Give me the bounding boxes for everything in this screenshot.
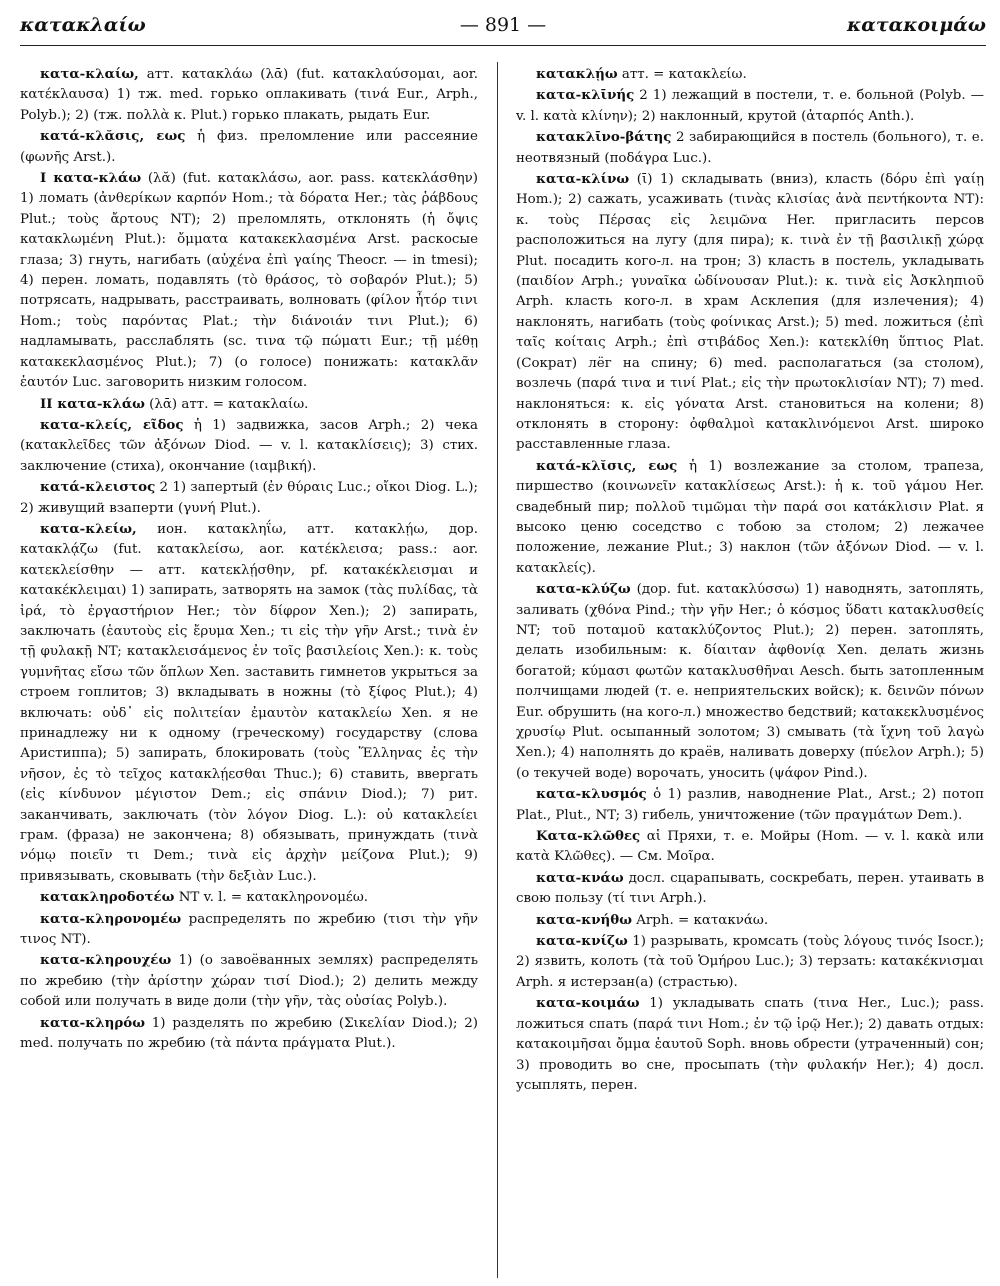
entry-headword: κατά-κλῐσις, εως	[536, 457, 678, 474]
entry-headword: I κατα-κλάω	[40, 170, 142, 187]
dictionary-entry	[516, 579, 984, 784]
entry-definition: ἡ физ. преломление или рассеяние (φωνῆς Arst.).	[20, 129, 478, 165]
entry-definition: распределять по жребию (τισι τὴν γῆν τινος NT).	[20, 911, 478, 948]
entry-definition: NT v. l. = κατακληρονομέω.	[178, 890, 369, 906]
entry-definition: 1) укладывать спать (τινα Her., Luc.); pass. ложиться спать (παρά τινι Hom.; ἐν τῷ ἱρῷ Her.); 2) давать отдых: κατακοιμῆσαι ὄμμα ἑαυτοῦ Soph. вновь обрести (утраченный) сон; 3) проводить во сне, просыпать (τὴν φυλακήν Her.); 4) досл. усыплять, перен.	[516, 996, 984, 1093]
entry-definition: Arph. = κατακνάω.	[636, 912, 769, 928]
dictionary-entry	[516, 868, 984, 910]
entry-definition: ἡ 1) возлежание за столом, трапеза, пиршество (κοινωνεῖν κατακλίσεως Arst.): ἡ κ. τοῦ γάμου Her. свадебный пир; πολλοῦ τιμῶμαι τὴν παρά σοι κατάκλισιν Plat. я высоко ценю соседство с тобою за столом; 2) лежачее положение, лежание Plut.; 3) наклон (τῶν ἀξόνων Diod. — v. l. κατακλείς).	[516, 458, 984, 576]
column-divider	[497, 62, 498, 1278]
dictionary-entry	[516, 456, 984, 579]
dictionary-entry	[20, 64, 478, 126]
entry-headword: κατα-κληρονομέω	[40, 910, 182, 927]
entry-definition: 2 1) запертый (ἐν θύραις Luc.; οἴκοι Diog. L.); 2) живущий взаперти (γυνή Plut.).	[20, 480, 478, 516]
entry-definition: ὁ 1) разлив, наводнение Plat., Arst.; 2) потоп Plat., Plut., NT; 3) гибель, уничтожение (τῶν πραγμάτων Dem.).	[516, 787, 984, 823]
dictionary-entry	[20, 519, 478, 887]
entry-definition: ἡ 1) задвижка, засов Arph.; 2) чека (κατακλεῖδες τῶν ἀξόνων Diod. — v. l. κατακλίσεις); 3) стих. заключение (стиха), окончание (ιαμβική).	[20, 417, 478, 474]
entry-headword: κατα-κλύζω	[536, 581, 631, 598]
entry-headword: κατα-κλαίω,	[40, 66, 139, 82]
dictionary-entry	[20, 950, 478, 1012]
left-column	[20, 64, 478, 1276]
header-rule	[20, 45, 986, 46]
entry-definition: досл. сцарапывать, соскребать, перен. утаивать в свою пользу (τί τινι Arph.).	[516, 870, 984, 907]
entry-definition: атт. = κατακλείω.	[621, 67, 747, 82]
entry-headword: κατα-κλείς, εῖδος	[40, 416, 184, 433]
dictionary-entry	[20, 168, 478, 393]
entry-definition: 2 1) лежащий в постели, т. е. больной (Polyb. — v. l. κατὰ κλίνην); 2) наклонный, крутой (ἀταρπός Anth.).	[516, 88, 984, 124]
dictionary-entry	[20, 909, 478, 951]
entry-headword: κατα-κνάω	[536, 869, 624, 886]
dictionary-entry	[516, 784, 984, 826]
entry-headword: κατα-κληρουχέω	[40, 952, 172, 969]
entry-headword: κατα-κλίνω	[536, 171, 630, 188]
right-column	[516, 64, 984, 1276]
dictionary-entry	[516, 85, 984, 127]
entry-headword: κατα-κλυσμός	[536, 786, 647, 803]
page-number: — 891 —	[459, 14, 547, 36]
entry-definition: (ῑ) 1) складывать (вниз), класть (δόρυ ἐπὶ γαίῃ Hom.); 2) сажать, усаживать (τινὰς κλισίας ἀνὰ πεντήκοντα NT): κ. τοὺς Πέρσας εἰς λειμῶνα Her. пригласить персов расположиться на лугу (для пира); κ. τινὰ ἐν τῇ βασιλικῇ χώρᾳ Plut. посадить кого-л. на трон; 3) класть в постель, укладывать (παιδίον Arph.; γυναῖκα ὠδίνουσαν Plut.): κ. τινὰ εἰς Ἀσκληπιοῦ Arph. класть кого-л. в храм Асклепия (для излечения); 4) наклонять, нагибать (τοὺς φοίνικας Arst.); 5) med. ложиться (ἐπὶ ταῖς κοίταις Arph.; ἐπὶ στιβάδος Xen.): κατεκλίθη ὕπτιος Plat. (Сократ) лёг на спину; 6) med. располагаться (за столом), возлечь (παρά τινα и τινί Plat.; εἰς τὴν πρωτοκλισίαν NT); 7) med. наклоняться: κ. εἰς γόνατα Arst. становиться на колени; 8) отклонять в сторону: ὀφθαλμοὶ κατακλινόμενοι Arst. широко расставленные глаза.	[516, 172, 984, 453]
dictionary-entry	[516, 127, 984, 169]
entry-headword: II κατα-κλάω	[40, 395, 145, 412]
entry-headword: κατα-κνήθω	[536, 911, 632, 928]
dictionary-entry	[20, 1013, 478, 1055]
dictionary-entry	[516, 993, 984, 1096]
dictionary-entry	[516, 169, 984, 456]
entry-headword: κατακλῄω	[536, 66, 618, 82]
entry-definition: 1) разрывать, кромсать (τοὺς λόγους τινός Isocr.); 2) язвить, колоть (τὰ τοῦ Ὁμήρου Luc.); 3) терзать: κατακέκνισμαι Arph. я истерзан(а) (страстью).	[516, 934, 984, 990]
entry-definition: 1) разделять по жребию (Σικελίαν Diod.); 2) med. получать по жребию (τὰ πάντα πράγματα Plut.).	[20, 1015, 478, 1052]
dictionary-entry	[20, 394, 478, 415]
entry-headword: κατα-κλείω,	[40, 520, 137, 537]
entry-definition: 1) (о завоёванных землях) распределять по жребию (τὴν ἀρίστην χώραν τισί Diod.); 2) делить между собой или получать в виде доли (τὴν γῆν, τὰς οὐσίας Polyb.).	[20, 953, 478, 1010]
dictionary-entry	[20, 887, 478, 908]
dictionary-entry	[516, 64, 984, 85]
entry-definition: (λᾱ) атт. = κατακλαίω.	[149, 396, 309, 412]
header-guide-word-right: κατακοιμάω	[847, 14, 986, 36]
header-guide-word-left: κατακλαίω	[20, 14, 146, 36]
dictionary-entry	[20, 477, 478, 519]
dictionary-entry	[516, 910, 984, 931]
entry-headword: κατα-κοιμάω	[536, 995, 640, 1012]
entry-headword: κατά-κλᾰσις, εως	[40, 128, 186, 145]
entry-headword: κατα-κλῑνής	[536, 87, 635, 104]
page-header	[20, 10, 986, 46]
entry-definition: 2 забирающийся в постель (больного), т. е. неотвязный (ποδάγρα Luc.).	[516, 130, 984, 166]
dictionary-entry	[20, 415, 478, 477]
dictionary-entry	[516, 931, 984, 993]
entry-headword: κατά-κλειστος	[40, 479, 156, 496]
dictionary-entry	[20, 126, 478, 168]
entry-headword: Κατα-κλῶθες	[536, 828, 641, 845]
entry-definition: ион. κατακληΐω, атт. κατακλῄω, дор. κατακλᾴζω (fut. κατακλείσω, aor. κατέκλεισα; pass.: aor. κατεκλείσθην — атт. κατεκλῄσθην, pf. κατακέκλεισμαι и κατακέκλειμαι) 1) запирать, затворять на замок (τὰς πυλίδας, τὰ ἱρά, τὸ ἐργαστήριον Her.; τὸν δίφρον Xen.); 2) запирать, заключать (ἑαυτοὺς εἰς ἔρυμα Xen.; τι εἰς τὴν γῆν Arst.; τινὰ ἐν τῇ φυλακῇ NT; κατακλεισάμενος ἐν τοῖς βασιλείοις Xen.): κ. τοὺς γυμνῆτας εἴσω τῶν ὅπλων Xen. заставить гимнетов укрыться за строем гоплитов; 3) вкладывать в ножны (τὸ ξίφος Plut.); 4) включать: οὐδ᾽ εἰς πολιτείαν ἐμαυτὸν κατακλείω Xen. я не принадлежу ни к одному (греческому) государству (слова Аристиппа); 5) запирать, блокировать (τοὺς Ἕλληνας ἐς τὴν νῆσον, ἐς τὸ τεῖχος κατακλῄεσθαι Thuc.); 6) ставить, ввергать (εἰς κίνδυνον μέγιστον Dem.; εἰς σπάνιν Diod.); 7) рит. заканчивать, заключать (τὸν λόγον Diog. L.): οὐ κατακλείει грам. (фраза) не закончена; 8) обязывать, принуждать (τινὰ νόμῳ ποιεῖν τι Dem.; τινὰ εἰς ἀρχὴν μείζονα Plut.); 9) привязывать, сковывать (τὴν δεξιὰν Luc.).	[20, 521, 478, 884]
entry-headword: κατακλῑνο-βάτης	[536, 129, 672, 146]
entry-definition: атт. κατακλάω (λᾱ) (fut. κατακλαύσομαι, aor. κατέκλαυσα) 1) тж. med. горько оплакивать (τινά Eur., Arph., Polyb.); 2) (тж. πολλὰ κ. Plut.) горько плакать, рыдать Eur.	[20, 67, 478, 123]
entry-headword: κατα-κληρόω	[40, 1014, 145, 1031]
dictionary-entry	[516, 826, 984, 868]
entry-definition: αἱ Пряхи, т. е. Мойры (Hom. — v. l. κακὰ или κατὰ Κλῶθες). — См. Μοῖρα.	[516, 829, 984, 865]
entry-definition: (дор. fut. κατακλύσσω) 1) наводнять, затоплять, заливать (χθόνα Pind.; τὴν γῆν Her.; ὁ κόσμος ὕδατι κατακλυσθείς NT; τοῦ ποταμοῦ κατακλύζοντος Plut.); 2) перен. затоплять, делать изобильным: κ. δίαιταν ἀφθονίᾳ Xen. делать жизнь богатой; κύμασι φωτῶν κατακλυσθῆναι Aesch. быть затопленным полчищами людей (т. е. неприятельских войск); κ. δεινῶν πόνων Eur. обрушить (на кого-л.) множество бедствий; κατακεκλυσμένος χρυσίῳ Plut. осыпанный золотом; 3) смывать (τὰ ἴχνη τοῦ λαγὼ Xen.); 4) наполнять до краёв, наливать доверху (πύελον Arph.); 5) (о текучей воде) ворочать, уносить (ψάφον Pind.).	[516, 582, 984, 781]
entry-headword: κατα-κνίζω	[536, 933, 628, 950]
entry-definition: (λᾰ) (fut. κατακλάσω, aor. pass. κατεκλάσθην) 1) ломать (ἀνθερίκων καρπόν Hom.; τὰ δόρατα Her.; τὰς ῥάβδους Plut.; τοὺς ἄρτους NT); 2) преломлять, отклонять (ἡ ὄψις κατακλωμένη Plut.): ὄμματα κατακεκλασμένα Arst. раскосые глаза; 3) гнуть, нагибать (αὐχένα ἐπὶ γαίης Theocr. — in tmesi); 4) перен. ломать, подавлять (τὸ θράσος, τὸ σοβαρόν Plut.); 5) потрясать, надрывать, расстраивать, волновать (φίλον ἦτόρ τινι Hom.; τοὺς παρόντας Plat.; τὴν διάνοιάν τινι Plut.); 6) надламывать, расслаблять (sc. τινα τῷ πώματι Eur.; τῇ μέθῃ κατακεκλασμένος Plut.); 7) (о голосе) понижать: κατακλᾶν ἑαυτόν Luc. заговорить низким голосом.	[20, 171, 478, 391]
entry-headword: κατακληροδοτέω	[40, 889, 175, 906]
